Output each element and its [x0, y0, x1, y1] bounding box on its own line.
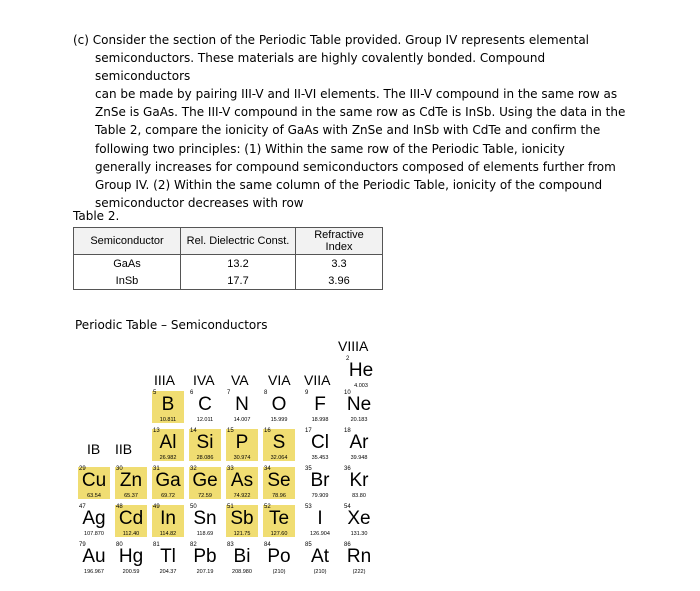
- element-symbol: S: [272, 432, 286, 453]
- element-cell: [262, 466, 296, 500]
- atomic-number: 2: [346, 356, 350, 362]
- atomic-number: 10: [344, 390, 351, 396]
- atomic-number: 17: [305, 428, 312, 434]
- element-cell: [188, 466, 222, 500]
- atomic-mass: 200.59: [122, 569, 140, 575]
- atomic-mass: 32.064: [270, 455, 288, 461]
- element-symbol: As: [230, 470, 254, 491]
- atomic-number: 8: [264, 390, 268, 396]
- atomic-mass: 131.30: [350, 531, 368, 537]
- periodic-table-label: Periodic Table – Semiconductors: [75, 318, 268, 332]
- atomic-number: 86: [344, 542, 351, 548]
- table-cell: 17.7: [181, 272, 296, 290]
- element-symbol: N: [235, 394, 249, 415]
- atomic-mass: 69.72: [161, 493, 175, 499]
- atomic-mass: 28.086: [196, 455, 214, 461]
- atomic-mass: 12.011: [196, 417, 214, 423]
- atomic-mass: 4.003: [354, 383, 368, 389]
- element-symbol: Ar: [349, 432, 369, 453]
- atomic-number: 34: [264, 466, 271, 472]
- atomic-number: 31: [153, 466, 160, 472]
- element-cell: [188, 542, 222, 576]
- element-cell: [114, 466, 148, 500]
- element-cell: [262, 504, 296, 538]
- atomic-number: 16: [264, 428, 271, 434]
- group-label-iva: IVA: [193, 372, 215, 388]
- element-cell: [342, 504, 376, 538]
- element-cell: [77, 504, 111, 538]
- atomic-number: 7: [227, 390, 231, 396]
- atomic-number: 84: [264, 542, 271, 548]
- atomic-number: 13: [153, 428, 160, 434]
- element-cell: [188, 428, 222, 462]
- atomic-mass: 112.40: [122, 531, 140, 537]
- question-line: following two principles: (1) Within the same row of the Periodic Table, ionicity: [95, 141, 565, 156]
- atomic-number: 30: [116, 466, 123, 472]
- atomic-mass: 65.37: [124, 493, 138, 499]
- atomic-number: 32: [190, 466, 197, 472]
- element-cell: [342, 428, 376, 462]
- element-symbol: Sb: [230, 508, 254, 529]
- atomic-mass: 78.96: [272, 493, 286, 499]
- question-line: semiconductor decreases with row: [95, 195, 304, 210]
- atomic-mass: 127.60: [270, 531, 288, 537]
- element-symbol: Ne: [346, 394, 372, 415]
- atomic-number: 52: [264, 504, 271, 510]
- element-symbol: Kr: [349, 470, 369, 491]
- element-cell: [303, 390, 337, 424]
- element-symbol: Bi: [233, 546, 251, 567]
- element-cell: [303, 504, 337, 538]
- atomic-mass: 10.811: [159, 417, 177, 423]
- element-symbol: Se: [267, 470, 291, 491]
- element-symbol: Hg: [118, 546, 144, 567]
- element-symbol: Ag: [82, 508, 106, 529]
- element-cell: [225, 390, 259, 424]
- atomic-number: 48: [116, 504, 123, 510]
- element-cell: [114, 504, 148, 538]
- element-symbol: Xe: [347, 508, 371, 529]
- question-line: semiconductors. These materials are highly covalently bonded. Compound semiconductors: [95, 51, 546, 84]
- atomic-mass: 63.54: [87, 493, 101, 499]
- atomic-mass: (210): [313, 569, 327, 575]
- element-cell: [342, 466, 376, 500]
- atomic-mass: 39.948: [350, 455, 368, 461]
- element-symbol: Si: [196, 432, 214, 453]
- atomic-mass: 30.974: [233, 455, 251, 461]
- element-symbol: Pb: [193, 546, 217, 567]
- atomic-number: 35: [305, 466, 312, 472]
- atomic-mass: 35.453: [311, 455, 329, 461]
- element-symbol: Br: [310, 470, 330, 491]
- element-cell: [303, 466, 337, 500]
- element-cell: [262, 390, 296, 424]
- element-cell: [151, 542, 185, 576]
- atomic-mass: 126.904: [310, 531, 330, 537]
- element-symbol: Ge: [192, 470, 218, 491]
- element-symbol: B: [161, 394, 175, 415]
- atomic-number: 36: [344, 466, 351, 472]
- element-symbol: Rn: [346, 546, 372, 567]
- element-cell: [77, 542, 111, 576]
- group-label-iib: IIB: [115, 441, 133, 457]
- question-line: ZnSe is GaAs. The III-V compound in the same row as CdTe is InSb. Using the data in the: [95, 105, 626, 120]
- atomic-number: 6: [190, 390, 194, 396]
- atomic-number: 29: [79, 466, 86, 472]
- atomic-number: 33: [227, 466, 234, 472]
- atomic-mass: 207.19: [196, 569, 214, 575]
- group-label-ib: IB: [87, 441, 101, 457]
- atomic-mass: 107.870: [84, 531, 104, 537]
- atomic-number: 18: [344, 428, 351, 434]
- element-symbol: Te: [268, 508, 290, 529]
- atomic-number: 54: [344, 504, 351, 510]
- element-symbol: Cl: [311, 432, 329, 453]
- group-label-viia: VIIA: [304, 372, 331, 388]
- table-cell: 3.3: [296, 255, 383, 273]
- group-label-iiia: IIIA: [154, 372, 176, 388]
- element-cell: [303, 542, 337, 576]
- question-line: Group IV. (2) Within the same column of the Periodic Table, ionicity of the compound: [95, 177, 603, 192]
- atomic-number: 5: [153, 390, 157, 396]
- atomic-number: 51: [227, 504, 234, 510]
- element-cell: [262, 428, 296, 462]
- table-cell: 13.2: [181, 255, 296, 273]
- element-cell: [225, 504, 259, 538]
- table-cell: InSb: [74, 272, 181, 290]
- element-cell: [151, 428, 185, 462]
- atomic-mass: 83.80: [352, 493, 366, 499]
- atomic-mass: 118.69: [196, 531, 214, 537]
- element-symbol: At: [311, 546, 329, 567]
- atomic-mass: 14.007: [233, 417, 251, 423]
- atomic-number: 15: [227, 428, 234, 434]
- element-cell: [225, 428, 259, 462]
- element-symbol: I: [317, 508, 323, 529]
- element-symbol: He: [348, 360, 374, 381]
- atomic-mass: 20.183: [350, 417, 368, 423]
- element-symbol: Al: [159, 432, 177, 453]
- element-cell: [151, 466, 185, 500]
- atomic-number: 79: [79, 542, 86, 548]
- table-cell: GaAs: [74, 255, 181, 273]
- element-cell: [225, 542, 259, 576]
- atomic-number: 80: [116, 542, 123, 548]
- element-symbol: Ga: [155, 470, 181, 491]
- element-cell: [344, 356, 378, 390]
- group-label-va: VA: [231, 372, 249, 388]
- element-cell: [262, 542, 296, 576]
- element-symbol: Au: [82, 546, 106, 567]
- question-line: generally increases for compound semiconductors composed of elements further from: [95, 159, 616, 174]
- group-label-viiia: VIIIA: [338, 338, 369, 354]
- atomic-mass: 72.59: [198, 493, 212, 499]
- atomic-number: 83: [227, 542, 234, 548]
- element-symbol: In: [160, 508, 176, 529]
- question-line: (c) Consider the section of the Periodic Table provided. Group IV represents elemental: [73, 33, 589, 47]
- atomic-mass: 121.75: [233, 531, 251, 537]
- element-symbol: Tl: [160, 546, 176, 567]
- atomic-mass: 26.982: [159, 455, 177, 461]
- element-symbol: Po: [267, 546, 291, 567]
- element-symbol: O: [271, 394, 287, 415]
- atomic-number: 9: [305, 390, 309, 396]
- table2-label: Table 2.: [73, 209, 120, 223]
- atomic-mass: 74.922: [233, 493, 251, 499]
- atomic-number: 53: [305, 504, 312, 510]
- element-cell: [188, 504, 222, 538]
- atomic-number: 85: [305, 542, 312, 548]
- atomic-number: 50: [190, 504, 197, 510]
- atomic-mass: 79.909: [311, 493, 329, 499]
- atomic-number: 81: [153, 542, 160, 548]
- element-symbol: F: [314, 394, 326, 415]
- group-label-via: VIA: [268, 372, 291, 388]
- element-cell: [188, 390, 222, 424]
- atomic-mass: 208.980: [232, 569, 252, 575]
- atomic-mass: 196.967: [84, 569, 104, 575]
- question-line: can be made by pairing III-V and II-VI elements. The III-V compound in the same row as: [95, 87, 618, 102]
- atomic-mass: 114.82: [159, 531, 177, 537]
- element-cell: [77, 466, 111, 500]
- atomic-mass: (210): [272, 569, 286, 575]
- column-header: Semiconductor: [74, 228, 181, 255]
- element-symbol: Zn: [119, 470, 143, 491]
- atomic-number: 82: [190, 542, 197, 548]
- element-symbol: C: [198, 394, 212, 415]
- atomic-mass: (222): [352, 569, 366, 575]
- column-header: Rel. Dielectric Const.: [181, 228, 296, 255]
- column-header: Refractive Index: [296, 228, 383, 255]
- table-cell: 3.96: [296, 272, 383, 290]
- element-cell: [114, 542, 148, 576]
- element-symbol: Cu: [81, 470, 107, 491]
- element-symbol: P: [235, 432, 249, 453]
- element-cell: [342, 542, 376, 576]
- atomic-mass: 204.37: [159, 569, 177, 575]
- atomic-mass: 18.998: [311, 417, 329, 423]
- element-cell: [342, 390, 376, 424]
- element-cell: [225, 466, 259, 500]
- element-symbol: Cd: [118, 508, 144, 529]
- atomic-mass: 15.999: [270, 417, 288, 423]
- atomic-number: 49: [153, 504, 160, 510]
- question-line: Table 2, compare the ionicity of GaAs with ZnSe and InSb with CdTe and confirm the: [95, 123, 601, 138]
- atomic-number: 47: [79, 504, 86, 510]
- element-cell: [151, 390, 185, 424]
- element-cell: [151, 504, 185, 538]
- element-symbol: Sn: [193, 508, 217, 529]
- atomic-number: 14: [190, 428, 197, 434]
- element-cell: [303, 428, 337, 462]
